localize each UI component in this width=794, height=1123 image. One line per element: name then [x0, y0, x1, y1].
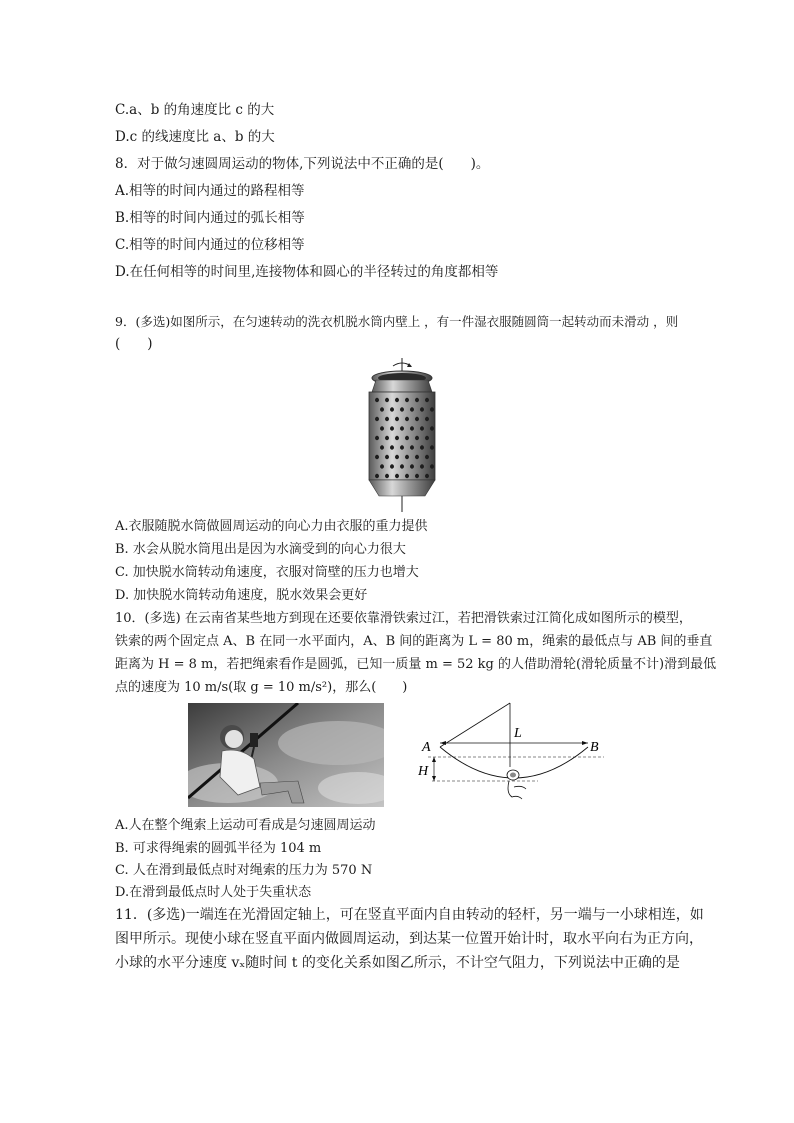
q7-option-d: D.c 的线速度比 a、b 的大 [115, 129, 275, 145]
q10-option-d: D.在滑到最低点时人处于失重状态 [115, 885, 312, 900]
q8-option-c: C.相等的时间内通过的位移相等 [115, 237, 305, 253]
spin-dryer-figure [355, 356, 445, 514]
q10-option-b: B. 可求得绳索的圆弧半径为 104 m [115, 841, 322, 856]
rope-arc-diagram [418, 701, 608, 803]
q9-option-a: A.衣服随脱水筒做圆周运动的向心力由衣服的重力提供 [115, 519, 428, 534]
q8-option-b: B.相等的时间内通过的弧长相等 [115, 210, 305, 226]
q9-option-c: C. 加快脱水筒转动角速度，衣服对筒壁的压力也增大 [115, 565, 419, 580]
q11-stem-line1: 11．(多选)一端连在光滑固定轴上，可在竖直平面内自由转动的轻杆，另一端与一小球相连，如 [115, 907, 704, 923]
point-a-label: A [422, 740, 431, 755]
length-l-label: L [514, 726, 522, 741]
q10-stem-line1: 10．(多选) 在云南省某些地方到现在还要依靠滑铁索过江，若把滑铁索过江简化成如图所示的模型， [115, 611, 692, 626]
point-b-label: B [590, 740, 599, 755]
q10-stem-line4: 点的速度为 10 m/s(取 g = 10 m/s²)，那么( ) [115, 680, 408, 695]
q11-stem-line2: 图甲所示。现使小球在竖直平面内做圆周运动，到达某一位置开始计时，取水平向右为正方向， [115, 931, 703, 947]
q8-option-a: A.相等的时间内通过的路程相等 [115, 183, 305, 199]
q8-stem: 8．对于做匀速圆周运动的物体,下列说法中不正确的是( )。 [115, 156, 490, 172]
q11-stem-line3: 小球的水平分速度 vₓ随时间 t 的变化关系如图乙所示，不计空气阻力，下列说法中正确的是 [115, 955, 680, 971]
height-h-label: H [418, 764, 429, 779]
q10-stem-line3: 距离为 H = 8 m，若把绳索看作是圆弧，已知一质量 m = 52 kg 的人借助滑轮(滑轮质量不计)滑到最低 [115, 657, 717, 672]
q9-stem: 9．(多选)如图所示，在匀速转动的洗衣机脱水筒内壁上 ，有一件湿衣服随圆筒一起转动而未滑动 ，则 [115, 314, 679, 329]
zipline-photo [188, 703, 384, 807]
q10-option-a: A.人在整个绳索上运动可看成是匀速圆周运动 [115, 818, 376, 833]
q7-option-c: C.a、b 的角速度比 c 的大 [115, 102, 275, 118]
q10-option-c: C. 人在滑到最低点时对绳索的压力为 570 N [115, 863, 373, 878]
q10-stem-line2: 铁索的两个固定点 A、B 在同一水平面内，A、B 间的距离为 L = 80 m，绳索的最低点与 AB 间的垂直 [115, 634, 713, 649]
q9-option-b: B. 水会从脱水筒甩出是因为水滴受到的向心力很大 [115, 542, 406, 557]
q8-option-d: D.在任何相等的时间里,连接物体和圆心的半径转过的角度都相等 [115, 264, 499, 280]
q9-answer-paren: ( ) [115, 336, 153, 352]
q9-option-d: D. 加快脱水筒转动角速度，脱水效果会更好 [115, 588, 368, 603]
